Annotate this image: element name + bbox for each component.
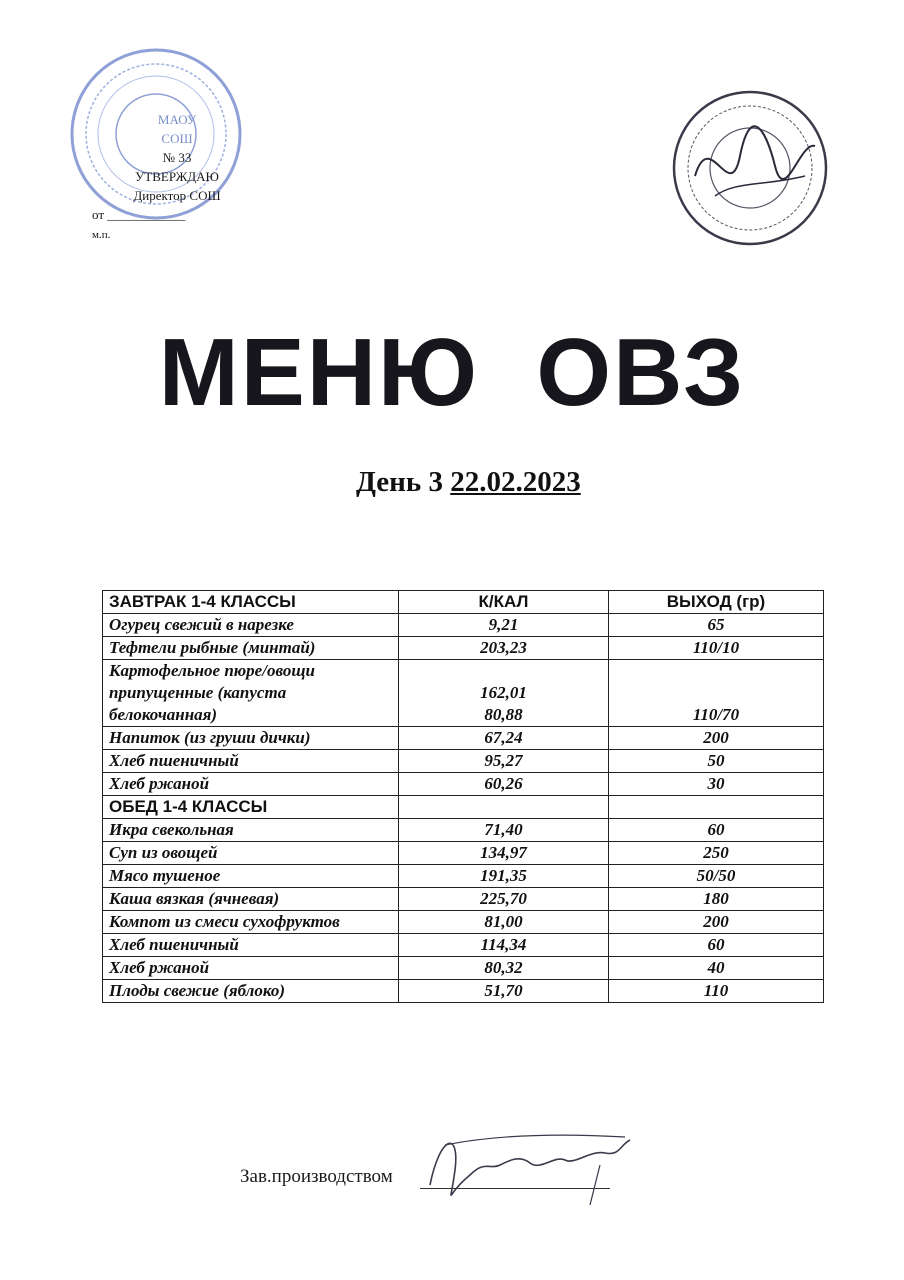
dish-kcal: 51,70 xyxy=(399,980,609,1003)
dish-output: 60 xyxy=(609,934,824,957)
dish-name: Тефтели рыбные (минтай) xyxy=(103,637,399,660)
table-row xyxy=(103,750,824,773)
dish-kcal: 225,70 xyxy=(399,888,609,911)
day-label: День 3 xyxy=(356,466,443,498)
dish-kcal xyxy=(399,660,609,727)
dish-kcal-1: 162,01 xyxy=(480,683,527,702)
table-row xyxy=(103,980,824,1003)
dish-name: Компот из смеси сухофруктов xyxy=(103,911,399,934)
date-of-line: от ____________ xyxy=(92,207,186,222)
organization-seal-stamp xyxy=(655,86,835,251)
dish-name: Мясо тушеное xyxy=(103,865,399,888)
dish-name: Икра свекольная xyxy=(103,819,399,842)
header-output: ВЫХОД (гр) xyxy=(609,591,824,614)
school-abbr: МАОУ xyxy=(157,112,197,127)
footer-label: Зав.производством xyxy=(240,1166,393,1187)
menu-table xyxy=(102,590,824,1003)
dish-name: Картофельное пюре/овощи припущенные (капуста белокочанная) xyxy=(103,660,399,727)
mp-label: м.п. xyxy=(92,229,111,241)
dish-output: 110 xyxy=(609,980,824,1003)
dish-output: 50/50 xyxy=(609,865,824,888)
dish-output: 180 xyxy=(609,888,824,911)
table-header-row xyxy=(103,591,824,614)
dish-kcal: 60,26 xyxy=(399,773,609,796)
header-breakfast: ЗАВТРАК 1-4 КЛАССЫ xyxy=(103,591,399,614)
dish-output: 200 xyxy=(609,911,824,934)
approve-word: УТВЕРЖДАЮ xyxy=(135,169,219,184)
dish-name: Хлеб ржаной xyxy=(103,773,399,796)
signature-image xyxy=(415,1115,640,1210)
table-row xyxy=(103,865,824,888)
dish-kcal: 80,32 xyxy=(399,957,609,980)
table-row xyxy=(103,773,824,796)
dish-output: 250 xyxy=(609,842,824,865)
table-row xyxy=(103,614,824,637)
school-number: № 33 xyxy=(162,150,192,165)
page-title: МЕНЮ ОВЗ xyxy=(158,319,746,426)
table-row xyxy=(103,637,824,660)
dish-name: Суп из овощей xyxy=(103,842,399,865)
dish-kcal: 71,40 xyxy=(399,819,609,842)
approval-block xyxy=(92,110,262,245)
dish-name: Огурец свежий в нарезке xyxy=(103,614,399,637)
dish-kcal-2: 80,88 xyxy=(484,705,523,724)
dish-output: 110/10 xyxy=(609,637,824,660)
dish-kcal: 134,97 xyxy=(399,842,609,865)
table-row xyxy=(103,957,824,980)
dish-output: 200 xyxy=(609,727,824,750)
table-row xyxy=(103,660,824,727)
dish-name: Хлеб пшеничный xyxy=(103,750,399,773)
dish-output: 110/70 xyxy=(609,660,824,727)
dish-name: Хлеб ржаной xyxy=(103,957,399,980)
table-row xyxy=(103,911,824,934)
header-lunch: ОБЕД 1-4 КЛАССЫ xyxy=(103,796,399,819)
dish-name: Плоды свежие (яблоко) xyxy=(103,980,399,1003)
table-section-row xyxy=(103,796,824,819)
dish-output: 50 xyxy=(609,750,824,773)
dish-kcal: 114,34 xyxy=(399,934,609,957)
header-kcal: К/КАЛ xyxy=(399,591,609,614)
table-row xyxy=(103,934,824,957)
table-row xyxy=(103,727,824,750)
dish-kcal: 9,21 xyxy=(399,614,609,637)
dish-output: 40 xyxy=(609,957,824,980)
table-row xyxy=(103,888,824,911)
dish-output: 65 xyxy=(609,614,824,637)
dish-kcal: 95,27 xyxy=(399,750,609,773)
dish-output: 60 xyxy=(609,819,824,842)
dish-name: Напиток (из груши дички) xyxy=(103,727,399,750)
dish-kcal: 67,24 xyxy=(399,727,609,750)
dish-name: Каша вязкая (ячневая) xyxy=(103,888,399,911)
table-row xyxy=(103,842,824,865)
director-line: Директор СОШ xyxy=(133,188,221,203)
day-heading xyxy=(356,466,581,499)
dish-kcal: 203,23 xyxy=(399,637,609,660)
school-type: СОШ xyxy=(161,131,193,146)
dish-name: Хлеб пшеничный xyxy=(103,934,399,957)
table-row xyxy=(103,819,824,842)
dish-output: 30 xyxy=(609,773,824,796)
dish-kcal: 191,35 xyxy=(399,865,609,888)
day-date: 22.02.2023 xyxy=(450,466,581,498)
dish-kcal: 81,00 xyxy=(399,911,609,934)
